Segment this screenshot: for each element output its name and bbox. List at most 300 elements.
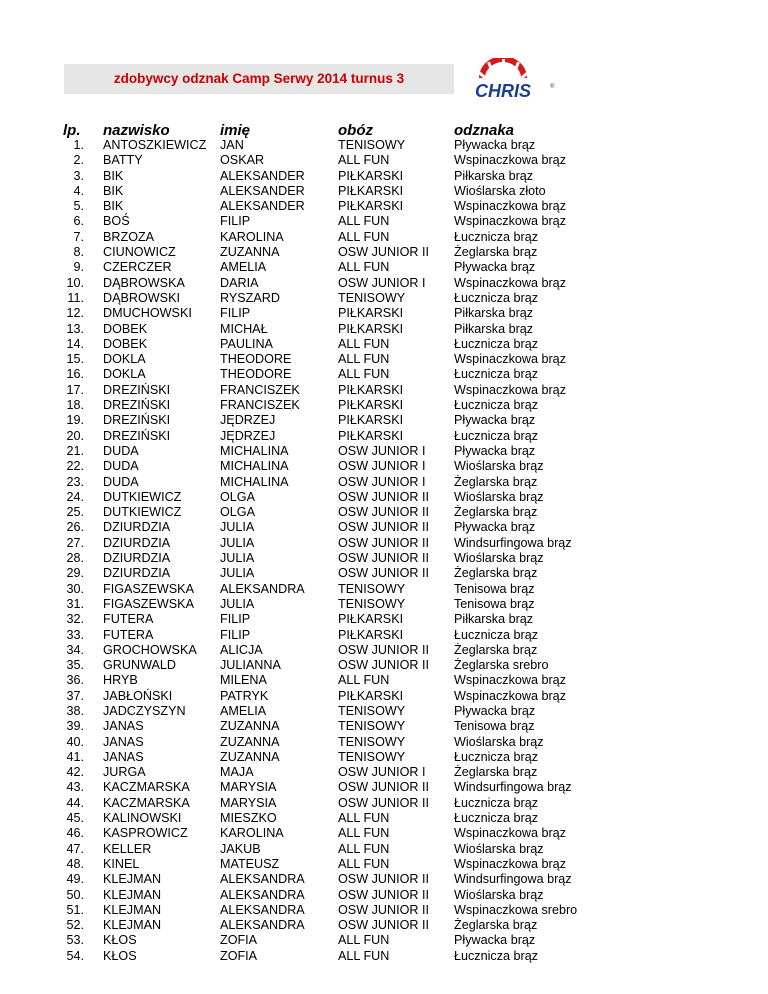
row-firstname: MICHALINA [220, 474, 289, 489]
row-surname: GROCHOWSKA [103, 642, 197, 657]
row-camp: OSW JUNIOR II [338, 489, 429, 504]
row-firstname: ALEKSANDER [220, 168, 305, 183]
row-badge: Wspinaczkowa brąz [454, 275, 566, 290]
row-camp: ALL FUN [338, 229, 390, 244]
header-oboz: obóz [338, 122, 373, 139]
table-row [0, 933, 768, 948]
row-surname: DUDA [103, 474, 139, 489]
row-surname: BIK [103, 199, 124, 214]
row-badge: Windsurfingowa brąz [454, 535, 572, 550]
row-camp: PIŁKARSKI [338, 382, 404, 397]
row-firstname: ALICJA [220, 642, 263, 657]
row-number: 2. [73, 153, 84, 168]
table-row [0, 857, 768, 872]
row-badge: Łucznicza brąz [454, 428, 538, 443]
table-row [0, 842, 768, 857]
row-camp: ALL FUN [338, 933, 390, 948]
row-firstname: MICHALINA [220, 459, 289, 474]
row-surname: JURGA [103, 765, 146, 780]
row-number: 45. [66, 811, 84, 826]
row-badge: Pływacka brąz [454, 520, 536, 535]
table-row [0, 903, 768, 918]
table-row [0, 367, 768, 382]
row-firstname: JAKUB [220, 841, 261, 856]
row-badge: Wspinaczkowa brąz [454, 688, 566, 703]
row-number: 29. [66, 566, 84, 581]
row-badge: Żeglarska brąz [454, 566, 538, 581]
table-row [0, 260, 768, 275]
row-number: 42. [66, 765, 84, 780]
chris-logo [451, 58, 555, 106]
row-number: 10. [66, 275, 84, 290]
row-number: 41. [66, 749, 84, 764]
row-surname: JANAS [103, 749, 144, 764]
table-row [0, 949, 768, 964]
table-row [0, 612, 768, 627]
row-camp: TENISOWY [338, 719, 406, 734]
row-camp: ALL FUN [338, 352, 390, 367]
row-badge: Tenisowa brąz [454, 596, 535, 611]
row-number: 40. [66, 734, 84, 749]
row-firstname: RYSZARD [220, 290, 280, 305]
table-row [0, 872, 768, 887]
row-surname: DREZIŃSKI [103, 398, 171, 413]
row-surname: HRYB [103, 673, 138, 688]
row-firstname: MATEUSZ [220, 856, 280, 871]
table-row [0, 735, 768, 750]
row-firstname: THEODORE [220, 367, 292, 382]
row-camp: TENISOWY [338, 734, 406, 749]
row-badge: Pływacka brąz [454, 138, 536, 152]
table-row [0, 505, 768, 520]
row-surname: DZIURDZIA [103, 551, 171, 566]
table-row [0, 888, 768, 903]
row-surname: DREZIŃSKI [103, 382, 171, 397]
row-firstname: ALEKSANDRA [220, 918, 305, 933]
table-row [0, 444, 768, 459]
row-camp: ALL FUN [338, 856, 390, 871]
row-number: 8. [73, 245, 84, 260]
row-firstname: OSKAR [220, 153, 265, 168]
row-badge: Pływacka brąz [454, 933, 536, 948]
row-firstname: MICHALINA [220, 443, 289, 458]
row-number: 44. [66, 795, 84, 810]
row-number: 37. [66, 688, 84, 703]
table-row [0, 704, 768, 719]
row-camp: ALL FUN [338, 673, 390, 688]
row-surname: KALINOWSKI [103, 811, 182, 826]
table-row [0, 459, 768, 474]
row-camp: PIŁKARSKI [338, 612, 404, 627]
row-badge: Piłkarska brąz [454, 306, 534, 321]
row-camp: PIŁKARSKI [338, 413, 404, 428]
row-camp: OSW JUNIOR II [338, 551, 429, 566]
row-firstname: AMELIA [220, 703, 267, 718]
row-camp: TENISOWY [338, 596, 406, 611]
row-badge: Żeglarska srebro [454, 658, 549, 673]
row-number: 25. [66, 505, 84, 520]
row-surname: KŁOS [103, 933, 137, 948]
row-badge: Łucznicza brąz [454, 336, 538, 351]
row-firstname: FRANCISZEK [220, 398, 300, 413]
row-surname: BATTY [103, 153, 143, 168]
table-row [0, 719, 768, 734]
row-number: 34. [66, 642, 84, 657]
row-surname: DOBEK [103, 321, 148, 336]
row-camp: OSW JUNIOR II [338, 245, 429, 260]
row-surname: KASPROWICZ [103, 826, 188, 841]
row-firstname: KAROLINA [220, 826, 284, 841]
row-number: 18. [66, 398, 84, 413]
row-badge: Tenisowa brąz [454, 581, 535, 596]
row-firstname: ALEKSANDER [220, 183, 305, 198]
table-row [0, 597, 768, 612]
row-camp: PIŁKARSKI [338, 398, 404, 413]
row-number: 12. [66, 306, 84, 321]
row-number: 11. [67, 290, 84, 305]
row-badge: Wspinaczkowa brąz [454, 673, 566, 688]
row-surname: KACZMARSKA [103, 780, 190, 795]
row-badge: Żeglarska brąz [454, 765, 538, 780]
row-surname: FUTERA [103, 627, 154, 642]
row-badge: Wspinaczkowa brąz [454, 352, 566, 367]
table-row [0, 413, 768, 428]
row-camp: ALL FUN [338, 260, 390, 275]
row-firstname: THEODORE [220, 352, 292, 367]
row-firstname: PATRYK [220, 688, 269, 703]
table-row [0, 230, 768, 245]
row-firstname: OLGA [220, 489, 255, 504]
row-camp: ALL FUN [338, 811, 390, 826]
row-badge: Żeglarska brąz [454, 245, 538, 260]
table-row [0, 383, 768, 398]
row-number: 31. [66, 596, 84, 611]
table-row [0, 153, 768, 168]
row-number: 50. [66, 887, 84, 902]
row-badge: Piłkarska brąz [454, 612, 534, 627]
row-number: 36. [66, 673, 84, 688]
row-badge: Żeglarska brąz [454, 474, 538, 489]
row-number: 52. [66, 918, 84, 933]
row-firstname: JULIA [220, 551, 255, 566]
table-row [0, 566, 768, 581]
row-camp: OSW JUNIOR II [338, 918, 429, 933]
row-number: 30. [66, 581, 84, 596]
row-camp: OSW JUNIOR I [338, 275, 426, 290]
table-row [0, 490, 768, 505]
row-camp: OSW JUNIOR II [338, 887, 429, 902]
row-surname: DREZIŃSKI [103, 428, 171, 443]
row-badge: Piłkarska brąz [454, 321, 534, 336]
row-camp: PIŁKARSKI [338, 688, 404, 703]
row-camp: ALL FUN [338, 826, 390, 841]
row-number: 47. [66, 841, 84, 856]
row-badge: Żeglarska brąz [454, 642, 538, 657]
row-number: 20. [66, 428, 84, 443]
row-camp: OSW JUNIOR II [338, 642, 429, 657]
table-row [0, 306, 768, 321]
row-firstname: MICHAŁ [220, 321, 268, 336]
table-row [0, 184, 768, 199]
row-number: 9. [73, 260, 84, 275]
row-surname: GRUNWALD [103, 658, 176, 673]
logo-text: CHRIS [474, 81, 532, 101]
row-badge: Żeglarska brąz [454, 918, 538, 933]
row-number: 24. [66, 489, 84, 504]
row-surname: KLEJMAN [103, 902, 162, 917]
row-camp: ALL FUN [338, 948, 390, 963]
row-surname: BIK [103, 168, 124, 183]
row-badge: Pływacka brąz [454, 260, 536, 275]
row-firstname: ZUZANNA [220, 749, 280, 764]
table-row [0, 628, 768, 643]
table-row [0, 689, 768, 704]
header-imie: imię [220, 122, 251, 139]
table-row [0, 551, 768, 566]
table-row [0, 826, 768, 841]
row-number: 39. [66, 719, 84, 734]
row-badge: Piłkarska brąz [454, 168, 534, 183]
row-number: 15. [66, 352, 84, 367]
row-camp: OSW JUNIOR I [338, 765, 426, 780]
table-row [0, 352, 768, 367]
row-camp: ALL FUN [338, 841, 390, 856]
row-number: 1. [73, 138, 84, 152]
row-firstname: FILIP [220, 214, 251, 229]
row-camp: TENISOWY [338, 703, 406, 718]
table-row [0, 811, 768, 826]
row-firstname: JULIA [220, 566, 255, 581]
row-camp: OSW JUNIOR I [338, 459, 426, 474]
row-surname: DZIURDZIA [103, 520, 171, 535]
row-surname: FUTERA [103, 612, 154, 627]
row-badge: Łucznicza brąz [454, 948, 538, 963]
table-row [0, 918, 768, 933]
row-camp: PIŁKARSKI [338, 627, 404, 642]
row-number: 43. [66, 780, 84, 795]
row-surname: DUTKIEWICZ [103, 505, 182, 520]
row-camp: TENISOWY [338, 138, 406, 152]
row-number: 14. [66, 336, 84, 351]
table-row [0, 291, 768, 306]
row-firstname: OLGA [220, 505, 255, 520]
table-row [0, 337, 768, 352]
row-surname: DUDA [103, 443, 139, 458]
row-surname: BOŚ [103, 214, 130, 229]
row-firstname: ZUZANNA [220, 734, 280, 749]
row-camp: ALL FUN [338, 214, 390, 229]
row-firstname: ZUZANNA [220, 719, 280, 734]
header-lp: lp. [63, 122, 81, 139]
row-firstname: JULIA [220, 596, 255, 611]
row-number: 16. [66, 367, 84, 382]
row-camp: ALL FUN [338, 153, 390, 168]
row-number: 32. [66, 612, 84, 627]
table-row [0, 169, 768, 184]
row-number: 23. [66, 474, 84, 489]
row-firstname: PAULINA [220, 336, 273, 351]
row-badge: Żeglarska brąz [454, 505, 538, 520]
row-surname: KŁOS [103, 948, 137, 963]
row-surname: DUTKIEWICZ [103, 489, 182, 504]
row-number: 28. [66, 551, 84, 566]
row-firstname: ALEKSANDRA [220, 581, 305, 596]
row-camp: OSW JUNIOR II [338, 872, 429, 887]
table-row [0, 138, 768, 153]
row-firstname: JULIANNA [220, 658, 281, 673]
row-badge: Tenisowa brąz [454, 719, 535, 734]
row-number: 19. [66, 413, 84, 428]
row-surname: DUDA [103, 459, 139, 474]
row-number: 54. [66, 948, 84, 963]
row-number: 13. [66, 321, 84, 336]
row-firstname: ALEKSANDER [220, 199, 305, 214]
row-number: 49. [66, 872, 84, 887]
row-camp: OSW JUNIOR II [338, 780, 429, 795]
badge-winners-table [0, 138, 768, 964]
table-row [0, 398, 768, 413]
row-badge: Wspinaczkowa srebro [454, 902, 578, 917]
row-number: 6. [73, 214, 84, 229]
row-camp: OSW JUNIOR II [338, 795, 429, 810]
row-camp: OSW JUNIOR II [338, 505, 429, 520]
table-row [0, 520, 768, 535]
row-surname: DMUCHOWSKI [103, 306, 192, 321]
table-row [0, 750, 768, 765]
row-number: 53. [66, 933, 84, 948]
row-surname: KINEL [103, 856, 140, 871]
row-firstname: FILIP [220, 627, 251, 642]
row-firstname: MILENA [220, 673, 267, 688]
row-camp: PIŁKARSKI [338, 168, 404, 183]
row-surname: BRZOZA [103, 229, 155, 244]
row-camp: OSW JUNIOR I [338, 443, 426, 458]
row-firstname: FILIP [220, 306, 251, 321]
row-firstname: ALEKSANDRA [220, 902, 305, 917]
table-row [0, 765, 768, 780]
row-number: 27. [66, 535, 84, 550]
table-row [0, 429, 768, 444]
row-badge: Pływacka brąz [454, 443, 536, 458]
registered-mark: ® [550, 84, 555, 90]
row-camp: OSW JUNIOR II [338, 520, 429, 535]
row-firstname: MARYSIA [220, 795, 277, 810]
row-firstname: JULIA [220, 520, 255, 535]
row-number: 7. [73, 229, 84, 244]
row-badge: Łucznicza brąz [454, 627, 538, 642]
row-firstname: KAROLINA [220, 229, 284, 244]
row-camp: OSW JUNIOR I [338, 474, 426, 489]
row-surname: FIGASZEWSKA [103, 596, 194, 611]
row-camp: PIŁKARSKI [338, 428, 404, 443]
table-row [0, 245, 768, 260]
row-number: 51. [66, 902, 84, 917]
row-firstname: FILIP [220, 612, 251, 627]
row-surname: KLEJMAN [103, 887, 162, 902]
row-number: 5. [73, 199, 84, 214]
row-firstname: JULIA [220, 535, 255, 550]
row-surname: ANTOSZKIEWICZ [103, 138, 207, 152]
row-surname: DOKLA [103, 352, 146, 367]
row-number: 48. [66, 856, 84, 871]
row-badge: Wspinaczkowa brąz [454, 153, 566, 168]
row-number: 33. [66, 627, 84, 642]
row-firstname: ZOFIA [220, 948, 258, 963]
row-badge: Wioślarska brąz [454, 489, 544, 504]
row-surname: KELLER [103, 841, 152, 856]
row-badge: Łucznicza brąz [454, 398, 538, 413]
row-surname: KLEJMAN [103, 918, 162, 933]
row-surname: KACZMARSKA [103, 795, 190, 810]
row-camp: PIŁKARSKI [338, 321, 404, 336]
row-number: 3. [73, 168, 84, 183]
row-number: 17. [66, 382, 84, 397]
row-badge: Wioślarska brąz [454, 841, 544, 856]
row-camp: TENISOWY [338, 290, 406, 305]
row-firstname: JAN [220, 138, 244, 152]
row-firstname: ZOFIA [220, 933, 258, 948]
row-surname: DOKLA [103, 367, 146, 382]
table-row [0, 658, 768, 673]
row-badge: Wspinaczkowa brąz [454, 856, 566, 871]
row-badge: Windsurfingowa brąz [454, 872, 572, 887]
title-bar [64, 64, 454, 94]
row-surname: DĄBROWSKI [103, 290, 180, 305]
table-row [0, 780, 768, 795]
row-firstname: ALEKSANDRA [220, 872, 305, 887]
row-badge: Wioślarska złoto [454, 183, 546, 198]
row-number: 26. [66, 520, 84, 535]
row-badge: Pływacka brąz [454, 413, 536, 428]
row-camp: ALL FUN [338, 367, 390, 382]
row-number: 38. [66, 703, 84, 718]
table-row [0, 322, 768, 337]
row-firstname: DARIA [220, 275, 259, 290]
row-badge: Wspinaczkowa brąz [454, 382, 566, 397]
row-badge: Łucznicza brąz [454, 795, 538, 810]
row-firstname: JĘDRZEJ [220, 413, 276, 428]
row-camp: PIŁKARSKI [338, 199, 404, 214]
table-row [0, 475, 768, 490]
row-badge: Windsurfingowa brąz [454, 780, 572, 795]
row-surname: FIGASZEWSKA [103, 581, 194, 596]
row-number: 35. [66, 658, 84, 673]
row-surname: BIK [103, 183, 124, 198]
row-firstname: ZUZANNA [220, 245, 280, 260]
table-row [0, 673, 768, 688]
row-surname: CZERCZER [103, 260, 172, 275]
row-surname: DĄBROWSKA [103, 275, 185, 290]
table-row [0, 214, 768, 229]
row-badge: Wioślarska brąz [454, 734, 544, 749]
row-number: 21. [66, 443, 84, 458]
table-row [0, 536, 768, 551]
header-odznaka: odznaka [454, 122, 515, 139]
row-badge: Wioślarska brąz [454, 887, 544, 902]
table-row [0, 276, 768, 291]
row-surname: DZIURDZIA [103, 535, 171, 550]
row-surname: DZIURDZIA [103, 566, 171, 581]
row-badge: Pływacka brąz [454, 703, 536, 718]
row-badge: Wioślarska brąz [454, 459, 544, 474]
row-number: 46. [66, 826, 84, 841]
row-badge: Łucznicza brąz [454, 749, 538, 764]
table-row [0, 199, 768, 214]
row-surname: JABŁOŃSKI [103, 688, 173, 703]
row-camp: PIŁKARSKI [338, 306, 404, 321]
logo-sunburst-icon [476, 58, 531, 79]
row-surname: DOBEK [103, 336, 148, 351]
